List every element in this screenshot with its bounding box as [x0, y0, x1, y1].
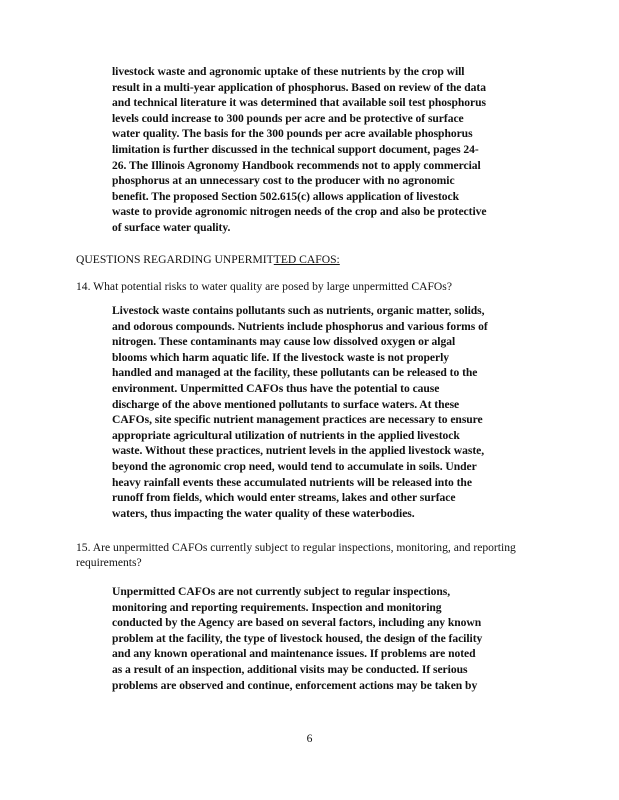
answer-15: [112, 584, 512, 693]
question-text: requirements?: [76, 555, 142, 569]
text-line: blooms which harm aquatic life. If the livestock waste is not properly: [112, 350, 450, 364]
text-line: livestock waste and agronomic uptake of these nutrients by the crop will: [112, 65, 465, 78]
text-line: levels could increase to 300 pounds per acre and be protective of surface: [112, 111, 464, 125]
text-line: water quality. The basis for the 300 pounds per acre available phosphorus: [112, 127, 473, 141]
text-line: environment. Unpermitted CAFOs thus have the potential to cause: [112, 381, 440, 395]
text-line: handled and managed at the facility, these pollutants can be released to the: [112, 366, 478, 380]
continuation-paragraph: [112, 64, 512, 236]
text-line: appropriate agricultural utilization of nutrients in the applied livestock: [112, 428, 460, 442]
text-line: as a result of an inspection, additional visits may be conducted. If serious: [112, 662, 468, 676]
question-text: 15. Are unpermitted CAFOs currently subject to regular inspections, monitoring, and reporting: [76, 541, 516, 554]
text-line: runoff from fields, which would enter streams, lakes and other surface: [112, 491, 456, 505]
text-line: and any known operational and maintenance issues. If problems are noted: [112, 647, 476, 661]
text-line: beyond the agronomic crop need, would tend to accumulate in soils. Under: [112, 459, 477, 473]
text-line: phosphorus at an unnecessary cost to the producer with no agronomic: [112, 174, 455, 188]
text-line: 26. The Illinois Agronomy Handbook recommends not to apply commercial: [112, 158, 481, 172]
text-line: heavy rainfall events these accumulated nutrients will be released into the: [112, 475, 472, 489]
section-heading-prefix: QUESTIONS REGARDING UNPERMIT: [76, 253, 274, 266]
text-line: CAFOs, site specific nutrient management practices are necessary to ensure: [112, 413, 483, 427]
text-line: and technical literature it was determined that available soil test phosphorus: [112, 96, 486, 110]
text-line: and odorous compounds. Nutrients include phosphorus and various forms of: [112, 319, 488, 333]
text-line: monitoring and reporting requirements. Inspection and monitoring: [112, 600, 442, 614]
text-line: of surface water quality.: [112, 220, 231, 234]
question-15: [76, 541, 516, 570]
text-line: benefit. The proposed Section 502.615(c) allows application of livestock: [112, 189, 460, 203]
text-line: result in a multi-year application of phosphorus. Based on review of the data: [112, 80, 486, 94]
answer-14: [112, 303, 512, 521]
section-heading: [76, 253, 340, 268]
text-line: problems are observed and continue, enforcement actions may be taken by: [112, 678, 478, 692]
text-line: Livestock waste contains pollutants such as nutrients, organic matter, solids,: [112, 304, 485, 317]
text-line: nitrogen. These contaminants may cause low dissolved oxygen or algal: [112, 335, 456, 349]
text-line: waters, thus impacting the water quality of these waterbodies.: [112, 506, 415, 520]
question-14: [76, 280, 452, 295]
question-text: 14. What potential risks to water quality are posed by large unpermitted CAFOs?: [76, 280, 452, 293]
text-line: waste to provide agronomic nitrogen needs of the crop and also be protective: [112, 205, 487, 219]
text-line: Unpermitted CAFOs are not currently subject to regular inspections,: [112, 585, 451, 598]
text-line: limitation is further discussed in the technical support document, pages 24-: [112, 142, 479, 156]
text-line: conducted by the Agency are based on several factors, including any known: [112, 616, 482, 630]
text-line: waste. Without these practices, nutrient levels in the applied livestock waste,: [112, 444, 485, 458]
text-line: discharge of the above mentioned pollutants to surface waters. At these: [112, 397, 460, 411]
page-number: 6: [306, 732, 313, 745]
text-line: problem at the facility, the type of livestock housed, the design of the facility: [112, 631, 483, 645]
section-heading-underlined: TED CAFOS:: [273, 253, 340, 266]
